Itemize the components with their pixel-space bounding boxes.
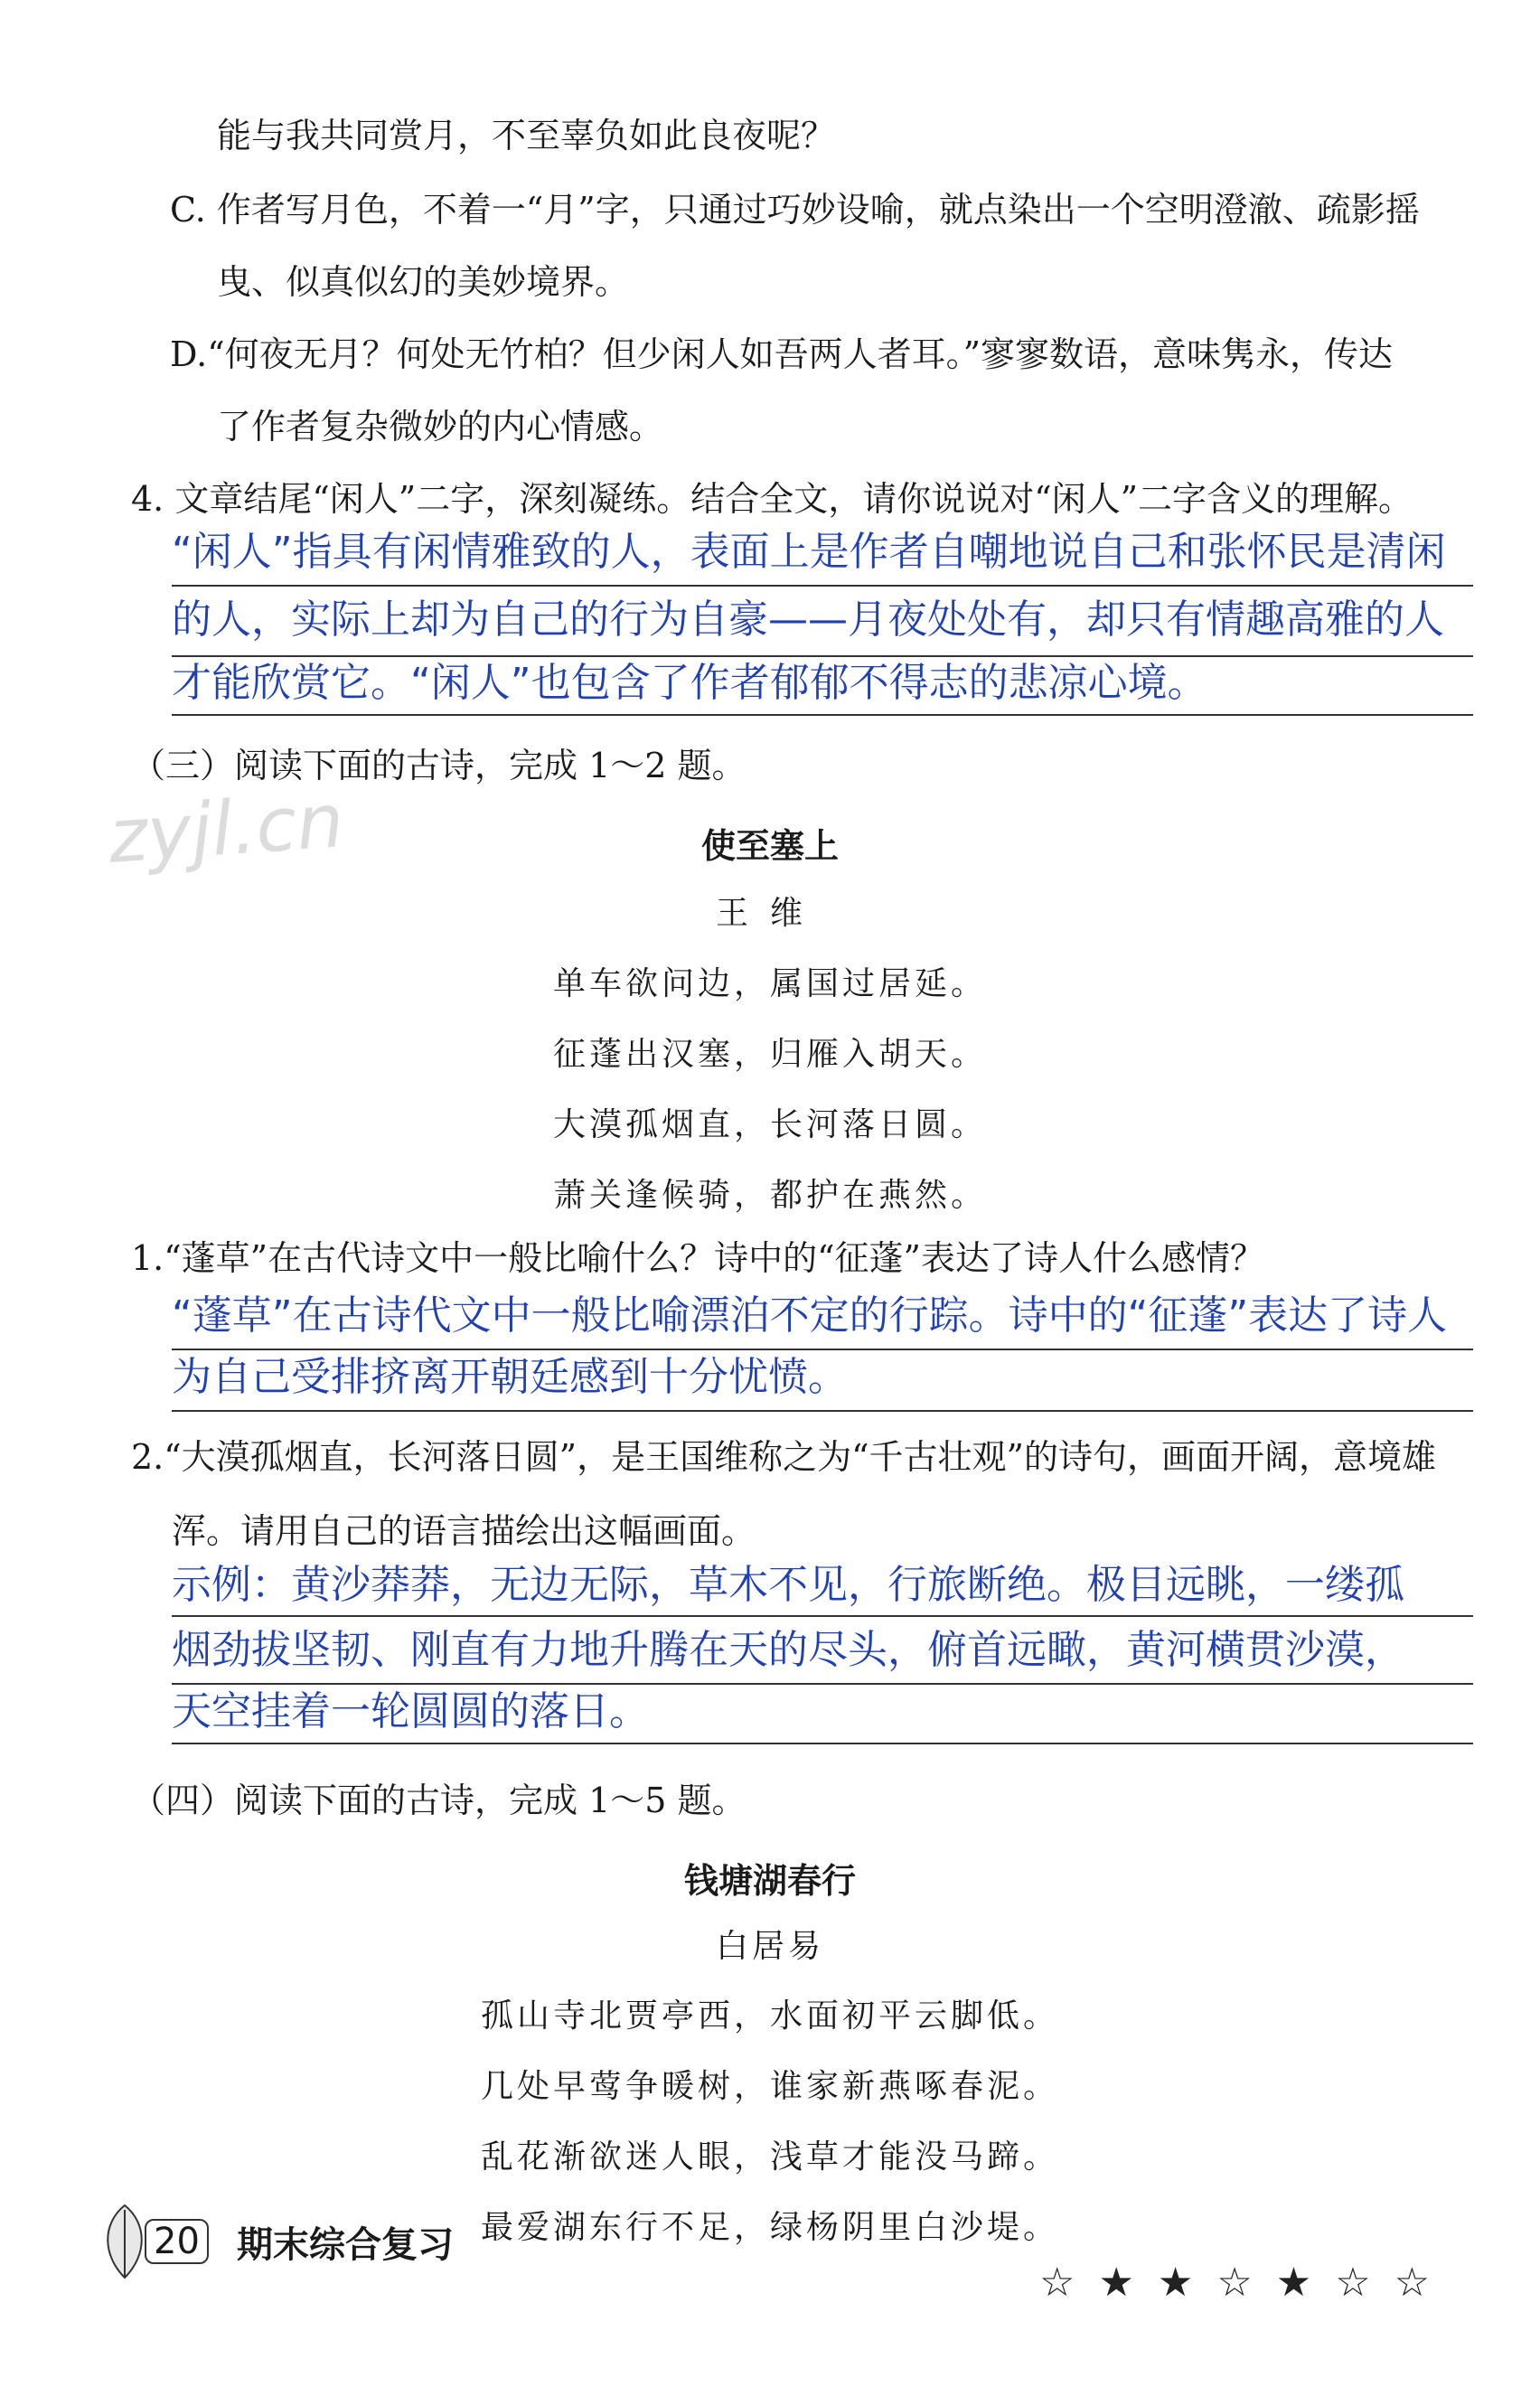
poem-line: 最爱湖东行不足，绿杨阴里白沙堤。: [480, 2209, 1059, 2246]
footer-title: 期末综合复习: [237, 2224, 454, 2266]
question-4: 4. 文章结尾“闲人”二字，深刻凝练。结合全文，请你说说对“闲人”二字含义的理解。: [131, 479, 1413, 519]
text-line: 能与我共同赏月，不至辜负如此良夜呢？: [217, 116, 836, 155]
answer-4-line-2: 的人，实际上却为自己的行为自豪——月夜处处有，却只有情趣高雅的人: [172, 597, 1444, 643]
answer-4-line-3: 才能欣赏它。“闲人”也包含了作者郁郁不得志的悲凉心境。: [172, 660, 1207, 706]
poem-line: 乱花渐欲迷人眼，浅草才能没马蹄。: [480, 2138, 1059, 2176]
answer-2-line-1: 示例：黄沙莽莽，无边无际，草木不见，行旅断绝。极目远眺，一缕孤: [172, 1562, 1404, 1608]
answer-2-line-3: 天空挂着一轮圆圆的落日。: [172, 1688, 649, 1734]
poem-author: 白居易: [715, 1928, 824, 1965]
poem-line: 征蓬出汉塞，归雁入胡天。: [552, 1036, 987, 1073]
question-1: 1.“蓬草”在古代诗文中一般比喻什么？诗中的“征蓬”表达了诗人什么感情？: [131, 1238, 1264, 1278]
section-4-heading: （四）阅读下面的古诗，完成 1～5 题。: [131, 1781, 747, 1820]
answer-rule: [172, 1683, 1473, 1685]
question-2-line-1: 2.“大漠孤烟直，长河落日圆”，是王国维称之为“千古壮观”的诗句，画面开阔，意境雄: [131, 1437, 1436, 1477]
poem-line: 大漠孤烟直，长河落日圆。: [552, 1106, 987, 1143]
answer-rule: [172, 1410, 1473, 1412]
answer-1-line-1: “蓬草”在古诗代文中一般比喻漂泊不定的行踪。诗中的“征蓬”表达了诗人: [172, 1292, 1448, 1339]
poem-line: 单车欲问边，属国过居延。: [552, 965, 987, 1002]
option-d-line-1: D.“何夜无月？何处无竹柏？但少闲人如吾两人者耳。”寥寥数语，意味隽永，传达: [170, 334, 1394, 374]
poem-line: 萧关逢候骑，都护在燕然。: [552, 1177, 987, 1214]
answer-rule: [172, 714, 1473, 716]
watermark: zyjl.cn: [106, 778, 347, 880]
option-c-line-2: 曳、似真似幻的美妙境界。: [217, 262, 630, 302]
answer-rule: [172, 1615, 1473, 1617]
answer-2-line-2: 烟劲拔坚韧、刚直有力地升腾在天的尽头，俯首远瞰，黄河横贯沙漠，: [172, 1627, 1404, 1673]
answer-rule: [172, 585, 1473, 587]
poem-line: 孤山寺北贾亭西，水面初平云脚低。: [480, 1997, 1059, 2035]
answer-rule: [172, 1349, 1473, 1350]
star-rating: ☆★★☆★☆☆: [1039, 2260, 1454, 2306]
answer-rule: [172, 655, 1473, 657]
answer-rule: [172, 1743, 1473, 1744]
poem-title: 使至塞上: [700, 826, 839, 866]
poem-line: 几处早莺争暖树，谁家新燕啄春泥。: [480, 2068, 1059, 2105]
answer-4-line-1: “闲人”指具有闲情雅致的人，表面上是作者自嘲地说自己和张怀民是清闲: [172, 529, 1446, 575]
question-2-line-2: 浑。请用自己的语言描绘出这幅画面。: [172, 1511, 756, 1551]
option-d-line-2: 了作者复杂微妙的内心情感。: [217, 407, 664, 446]
poem-author: 王维: [715, 895, 824, 932]
poem-title: 钱塘湖春行: [683, 1861, 856, 1901]
leaf-icon: [98, 2201, 152, 2282]
page-number: 20: [145, 2219, 209, 2264]
answer-1-line-2: 为自己受排挤离开朝廷感到十分忧愤。: [172, 1354, 848, 1400]
section-3-heading: （三）阅读下面的古诗，完成 1～2 题。: [131, 746, 747, 785]
option-c-line-1: C. 作者写月色，不着一“月”字，只通过巧妙设喻，就点染出一个空明澄澈、疏影摇: [170, 190, 1420, 230]
